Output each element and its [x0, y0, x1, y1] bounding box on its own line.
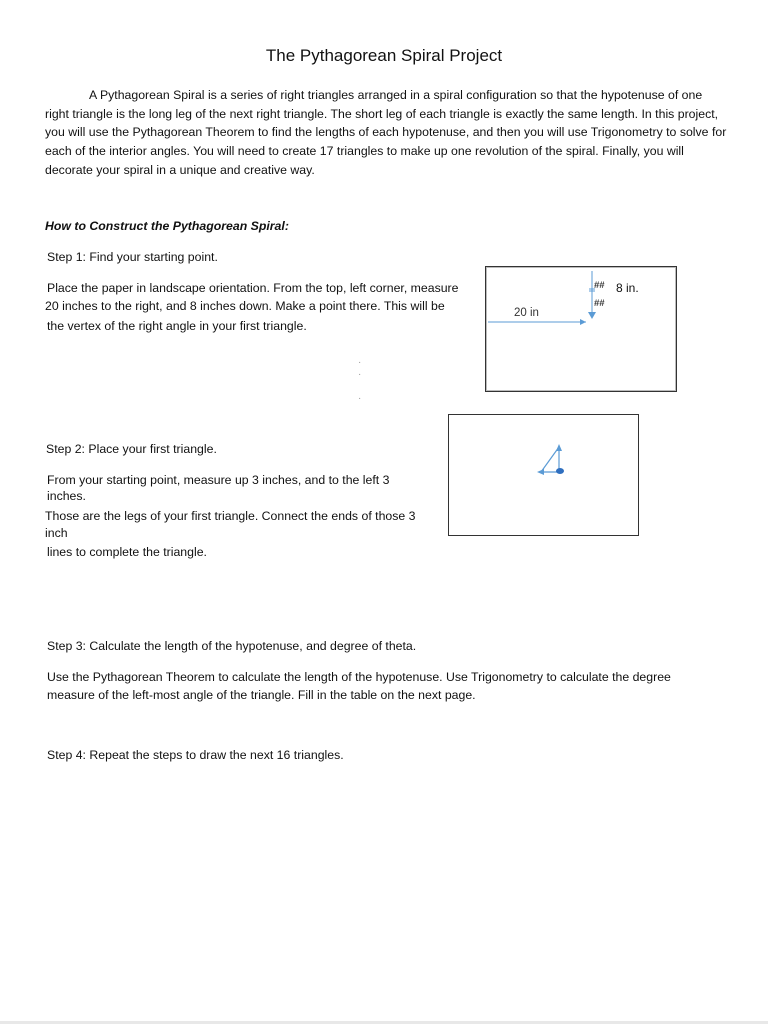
step2-line-4: inch: [45, 526, 68, 540]
step2-line-1: From your starting point, measure up 3 inches, and to the left 3: [47, 473, 390, 487]
faint-dots: · · ·: [358, 357, 362, 404]
step1-title: Step 1: Find your starting point.: [47, 250, 218, 264]
step1-diagram: [485, 266, 677, 392]
step2-line-5: lines to complete the triangle.: [47, 545, 207, 559]
step3-title: Step 3: Calculate the length of the hypotenuse, and degree of theta.: [47, 639, 417, 653]
construct-heading: How to Construct the Pythagorean Spiral:: [45, 219, 289, 233]
hash-label-1: ##: [594, 280, 605, 291]
page-title: The Pythagorean Spiral Project: [265, 46, 503, 65]
horizontal-label: 20 in: [514, 307, 539, 319]
step1-line-2: 20 inches to the right, and 8 inches down. Make a point there. This will be: [45, 299, 445, 313]
step4-title: Step 4: Repeat the steps to draw the next 16 triangles.: [47, 748, 344, 762]
vertical-arrow-head-icon: [588, 312, 596, 319]
step1-line-1: Place the paper in landscape orientation. From the top, left corner, measure: [47, 281, 459, 295]
step1-line-3: the vertex of the right angle in your first triangle.: [47, 319, 307, 333]
step3-line-2: measure of the left-most angle of the triangle. Fill in the table on the next page.: [47, 688, 476, 702]
intro-paragraph: A Pythagorean Spiral is a series of right triangles arranged in a spiral configuration so that the hypotenuse of one right triangle is the long leg of the next right triangle. The short leg of each triangle is exactly the same length. In this project, you will use the Pythagorean Theorem to find the lengths of each hypotenuse, and then you will use Trigonometry to solve for each of the interior angles. You will need to create 17 triangles to make up one revolution of the spiral. Finally, you will decorate your spiral in a unique and creative way.: [45, 88, 727, 177]
step3-line-1: Use the Pythagorean Theorem to calculate the length of the hypotenuse. Use Trigonometry to calculate the degree: [47, 670, 671, 684]
step2-title: Step 2: Place your first triangle.: [46, 442, 217, 456]
horizontal-arrow-head-icon: [580, 319, 586, 325]
hash-label-2: ##: [594, 298, 605, 309]
step2-line-3: Those are the legs of your first triangle. Connect the ends of those 3: [45, 509, 416, 523]
first-triangle-svg: [449, 415, 638, 535]
step2-diagram: [448, 414, 639, 536]
step1-diagram-svg: [486, 267, 676, 391]
vertex-point-icon: [556, 468, 564, 474]
up-arrow-icon: [556, 444, 562, 451]
step2-line-2: inches.: [47, 489, 86, 503]
left-arrow-icon: [537, 469, 544, 475]
vertical-label: 8 in.: [616, 281, 639, 295]
